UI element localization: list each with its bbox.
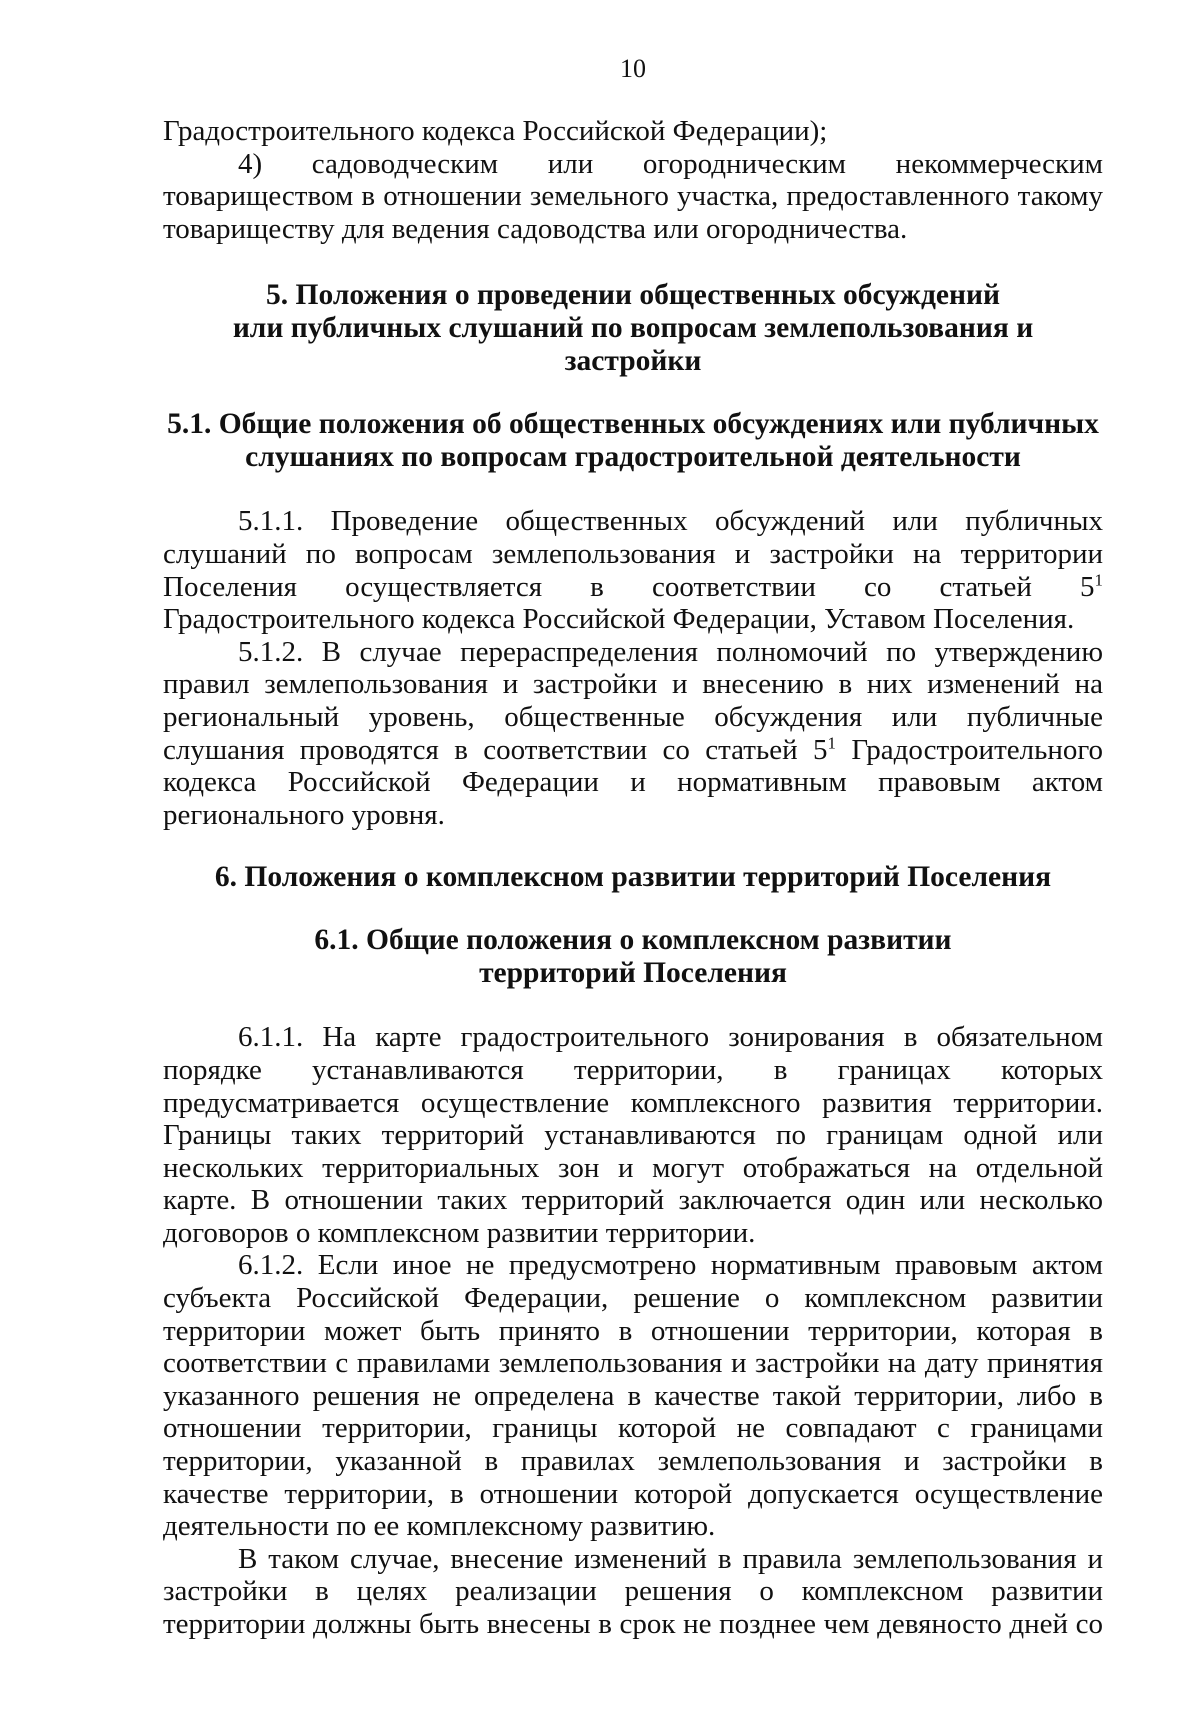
- article-superscript: 1: [827, 732, 836, 752]
- section-5-heading-line-1: 5. Положения о проведении общественных обсуждений: [266, 279, 1000, 312]
- section-6-heading: [163, 861, 1103, 894]
- paragraph-item-4: 4) садоводческим или огородническим некоммерческим товариществом в отношении земельного участка, предоставленного такому товариществу для ведения садоводства или огородничества.: [163, 147, 1103, 245]
- section-5-heading: [163, 279, 1103, 378]
- document-body: [163, 115, 1103, 1641]
- subsection-5-1-heading: [163, 408, 1103, 474]
- subsection-5-1-heading-line-2: слушаниях по вопросам градостроительной деятельности: [245, 441, 1021, 474]
- section-6-heading-line: 6. Положения о комплексном развитии территорий Поселения: [214, 861, 1052, 894]
- paragraph-5-1-1: [163, 505, 1103, 635]
- subsection-6-1-heading-line-1: 6.1. Общие положения о комплексном развитии: [314, 924, 952, 957]
- subsection-6-1-heading-line-2: территорий Поселения: [479, 957, 787, 990]
- section-5-heading-line-2: или публичных слушаний по вопросам землепользования и застройки: [232, 312, 1034, 378]
- paragraph-5-1-1-text: 5.1.1. Проведение общественных обсуждений или публичных слушаний по вопросам землепользования и застройки на территории Поселения осуществляется в соответствии со статьей 5: [163, 505, 1103, 603]
- paragraph-5-1-2-text-end: Градостроительного кодекса Российской Федерации и нормативным правовым актом регионального уровня.: [163, 733, 1104, 831]
- paragraph-intro-tail: Градостроительного кодекса Российской Федерации);: [163, 115, 828, 147]
- subsection-6-1-heading: [163, 924, 1103, 990]
- paragraph-6-1-1: 6.1.1. На карте градостроительного зонирования в обязательном порядке устанавливаются территории, в границах которых предусматривается осуществление комплексного развития территории. Границы таких территорий устанавливаются по границам одной или нескольких территориальных зон и могут отображаться на отдельной карте. В отношении таких территорий заключается один или несколько договоров о комплексном развитии территории.: [163, 1021, 1103, 1249]
- paragraph-5-1-2-text: 5.1.2. В случае перераспределения полномочий по утверждению правил землепользования и застройки и внесению в них изменений на региональный уровень, общественные обсуждения или публичные слушания проводятся в соответствии со статьей 5: [163, 635, 1103, 766]
- page-number: 10: [620, 54, 646, 83]
- article-superscript: 1: [1094, 569, 1103, 589]
- paragraph-continuation: В таком случае, внесение изменений в правила землепользования и застройки в целях реализации решения о комплексном развитии территории должны быть внесены в срок не позднее чем девяносто дней со: [163, 1542, 1103, 1640]
- paragraph-5-1-2: [163, 636, 1103, 832]
- subsection-5-1-heading-line-1: 5.1. Общие положения об общественных обсуждениях или публичных: [167, 408, 1099, 441]
- paragraph-6-1-2: 6.1.2. Если иное не предусмотрено нормативным правовым актом субъекта Российской Федерации, решение о комплексном развитии территории может быть принято в отношении территории, которая в соответствии с правилами землепользования и застройки на дату принятия указанного решения не определена в качестве такой территории, либо в отношении территории, границы которой не совпадают с границами территории, указанной в правилах землепользования и застройки в качестве территории, в отношении которой допускается осуществление деятельности по ее комплексному развитию.: [163, 1249, 1103, 1543]
- paragraph-5-1-1-text-end: Градостроительного кодекса Российской Федерации, Уставом Поселения.: [163, 603, 1075, 636]
